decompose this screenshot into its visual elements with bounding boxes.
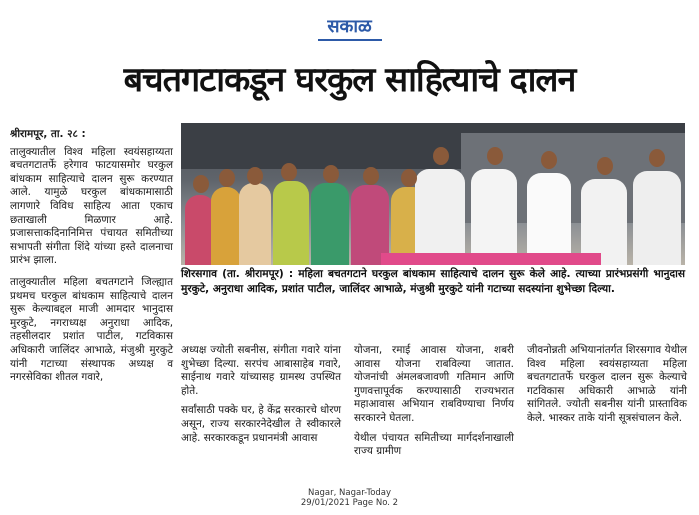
article-column-4 [527,344,687,430]
paragraph: तालुक्यातील महिला बचतगटाने जिल्ह्यात प्रथमच घरकुल बांधकाम साहित्याचे दालन सुरू केल्याबद्दल माजी आमदार भानुदास मुरकुटे, नगराध्यक्ष अनुराधा आदिक, तहसीलदार प्रशांत पाटील, गटविकास अधिकारी जालिंदर आभाळे, मंजुश्री मुरकुटे यांनी गटाच्या संस्थापक अध्यक्ष व नगरसेविका शीतल गवारे, [10,275,173,384]
article-photo [181,123,685,265]
dateline: श्रीरामपूर, ता. २८ : [10,128,86,140]
paragraph: अध्यक्ष ज्योती सबनीस, संगीता गवारे यांना शुभेच्छा दिल्या. सरपंच आबासाहेब गवारे, साईनाथ गवारे यांच्यासह ग्रामस्थ उपस्थित होते. [181,344,341,397]
newspaper-masthead: सकाळ [0,14,699,41]
paragraph: जीवनोन्नती अभियानांतर्गत शिरसगाव येथील विश्व महिला स्वयंसहाय्यता महिला बचतगटातर्फे घरकुल दालन सुरू केल्याचे गटविकास अधिकारी आभाळे यांनी सांगितले. ज्योती सबनीस यांनी प्रास्ताविक केले. भास्कर ताके यांनी सूत्रसंचालन केले. [527,344,687,424]
paragraph: योजना, रमाई आवास योजना, शबरी आवास योजना राबविल्या जातात. योजनांची अंमलबजावणी गतिमान आणि गुणवत्तापूर्वक करण्यासाठी राज्यभरात महाआवास अभियान राबविण्याचा निर्णय सरकारने घेतला. [354,344,514,424]
paragraph: तालुक्यातील विश्व महिला स्वयंसहाय्यता बचतगटातर्फे हरेगाव फाटयासमोर घरकुल बांधकाम साहित्याचे दालन सुरू करण्यात आले. यामुळे घरकुल बांधकामासाठी लागणारे विविध साहित्य आता एकाच छताखाली मिळणार आहे. प्रजासत्ताकदिनानिमित्त पंचायत समितीच्या सभापती संगीता शिंदे यांच्या हस्ते दालनाचा प्रारंभ झाला. [10,145,173,267]
article-column-2 [181,344,341,449]
paragraph: येथील पंचायत समितीच्या मार्गदर्शनाखाली राज्य ग्रामीण [354,431,514,458]
article-column-3 [354,344,514,463]
article-headline: बचतगटाकडून घरकुल साहित्याचे दालन [123,60,576,100]
footer-edition: Nagar, Nagar-Today [307,488,392,498]
page-footer [0,488,699,508]
article-column-1 [10,128,173,389]
footer-date-page: 29/01/2021 Page No. 2 [300,498,399,508]
paragraph: सर्वांसाठी पक्के घर, हे केंद्र सरकारचे धोरण असून, राज्य सरकारनेदेखील ते स्वीकारले आहे. सरकारकडून प्रधानमंत्री आवास [181,404,341,444]
photo-caption: शिरसगाव (ता. श्रीरामपूर) : महिला बचतगटाने घरकुल बांधकाम साहित्याचे दालन सुरू केले आहे. त्याच्या प्रारंभप्रसंगी भानुदास मुरकुटे, अनुराधा आदिक, प्रशांत पाटील, जालिंदर आभाळे, मंजुश्री मुरकुटे यांनी गटाच्या सदस्यांना शुभेच्छा दिल्या. [181,268,685,295]
